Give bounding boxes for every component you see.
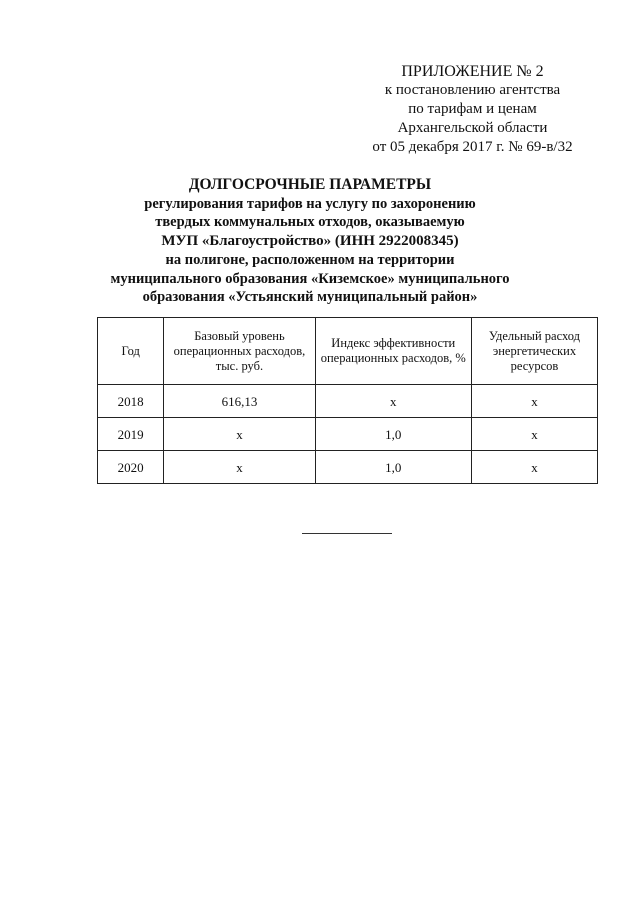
- parameters-table: [97, 317, 598, 484]
- appendix-line: к постановлению агентства: [384, 82, 561, 98]
- document-title-line: МУП «Благоустройство» (ИНН 2922008345): [161, 233, 459, 250]
- cell-year: 2019: [98, 418, 164, 451]
- cell-energy-consumption: х: [471, 451, 597, 484]
- cell-year: 2018: [98, 385, 164, 418]
- closing-divider: [302, 533, 392, 534]
- cell-year: 2020: [98, 451, 164, 484]
- appendix-block: [300, 62, 640, 157]
- cell-energy-consumption: х: [471, 418, 597, 451]
- document-title-block: [80, 176, 540, 307]
- table-header-row: [98, 318, 598, 385]
- table-row: [98, 385, 598, 418]
- cell-base-level: 616,13: [164, 385, 315, 418]
- table-row: [98, 418, 598, 451]
- document-title-line: на полигоне, расположенном на территории: [165, 251, 455, 268]
- cell-energy-consumption: х: [471, 385, 597, 418]
- table-row: [98, 451, 598, 484]
- document-title-line: твердых коммунальных отходов, оказываемую: [155, 214, 465, 231]
- header-year: Год: [98, 318, 164, 385]
- cell-base-level: х: [164, 451, 315, 484]
- header-base-level: Базовый уровень операционных расходов, тыс. руб.: [164, 318, 315, 385]
- document-title-line: муниципального образования «Киземское» муниципального: [110, 270, 510, 287]
- header-efficiency-index: Индекс эффективности операционных расходов, %: [315, 318, 471, 385]
- cell-efficiency-index: х: [315, 385, 471, 418]
- cell-base-level: х: [164, 418, 315, 451]
- document-title-line: регулирования тарифов на услугу по захоронению: [144, 195, 476, 212]
- appendix-title: ПРИЛОЖЕНИЕ № 2: [401, 63, 544, 80]
- document-heading: ДОЛГОСРОЧНЫЕ ПАРАМЕТРЫ: [188, 176, 432, 193]
- appendix-line: от 05 декабря 2017 г. № 69-в/32: [372, 139, 573, 155]
- header-energy-consumption: Удельный расход энергетических ресурсов: [471, 318, 597, 385]
- appendix-line: Архангельской области: [397, 120, 548, 136]
- cell-efficiency-index: 1,0: [315, 418, 471, 451]
- cell-efficiency-index: 1,0: [315, 451, 471, 484]
- document-title-line: образования «Устьянский муниципальный район»: [142, 289, 478, 306]
- appendix-line: по тарифам и ценам: [408, 101, 537, 117]
